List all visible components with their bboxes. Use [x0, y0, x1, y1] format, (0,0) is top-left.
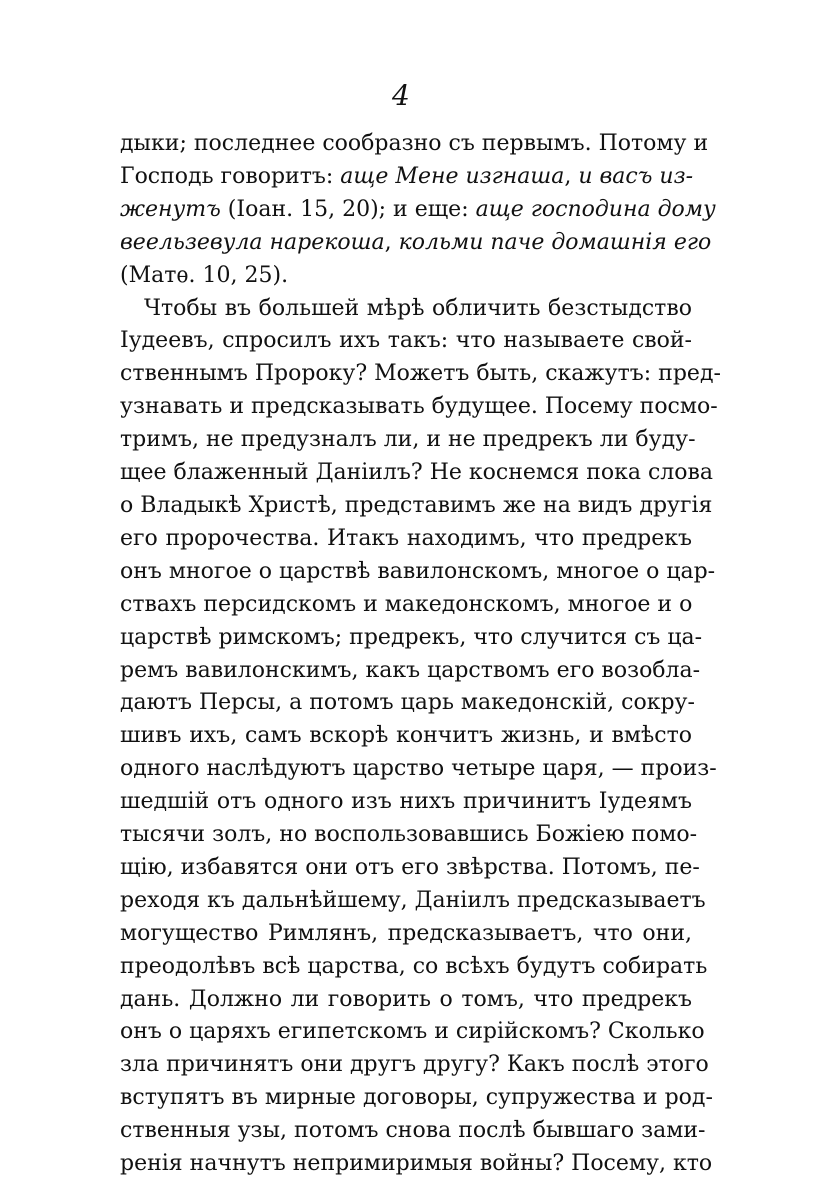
text-line: [120, 1016, 705, 1049]
text-line: [120, 852, 700, 885]
text-line: [120, 161, 692, 194]
text-line: [120, 490, 713, 523]
paragraph: [120, 293, 721, 1181]
text-segment: ствахъ персидскомъ и македонскомъ, многое и о: [120, 591, 693, 617]
text-line: [120, 1115, 706, 1148]
text-line: [120, 753, 717, 786]
text-line: [120, 655, 701, 688]
text-line: [120, 1082, 713, 1115]
text-segment: онъ о царяхъ египетскомъ и сирійскомъ? Сколько: [120, 1019, 705, 1045]
text-segment: дань. Должно ли говорить о томъ, что предрекъ: [120, 986, 692, 1012]
text-segment: дыки; последнее сообразно съ первымъ. Потому и: [120, 131, 709, 156]
text-segment: тримъ, не предузналъ ли, и не предрекъ ли буду-: [120, 427, 696, 453]
text-line: [120, 819, 698, 852]
text-line: [120, 194, 716, 227]
text-segment: ственнымъ Пророку? Можетъ быть, скажутъ: пред-: [120, 361, 721, 387]
text-segment: реходя къ дальнѣйшему, Даніилъ предсказываетъ: [120, 887, 706, 913]
text-line: [120, 523, 692, 556]
text-line: [120, 260, 692, 293]
text-segment: могущество Римлянъ, предсказываетъ, что они,: [120, 920, 692, 946]
page-number: 4: [392, 79, 410, 112]
text-segment: ремъ вавилонскимъ, какъ царствомъ его возобла-: [120, 657, 701, 683]
text-segment: (Матѳ. 10, 25).: [120, 262, 289, 288]
text-line: [120, 325, 692, 358]
text-segment: даютъ Персы, а потомъ царь македонскій, сокру-: [120, 690, 695, 716]
text-segment: вступятъ въ мирные договоры, супружества и род-: [120, 1085, 713, 1111]
text-segment: ,: [384, 229, 399, 255]
text-segment: ,: [564, 163, 579, 189]
italic-quote: кольми паче домашнія его: [398, 229, 712, 255]
text-line: [120, 457, 714, 490]
text-segment: ренія начнутъ непримиримыя войны? Посему, кто: [120, 1151, 713, 1177]
text-line: [120, 786, 692, 819]
text-segment: царствѣ римскомъ; предрекъ, что случится съ ца-: [120, 624, 703, 650]
text-line: [120, 391, 718, 424]
text-segment: преодолѣвъ всѣ царства, со всѣхъ будутъ собирать: [120, 953, 708, 979]
text-segment: Чтобы въ большей мѣрѣ обличить безстыдство: [144, 295, 692, 321]
text-line: [120, 951, 708, 984]
italic-quote: женутъ: [120, 196, 221, 222]
text-segment: узнавать и предсказывать будущее. Посему посмо-: [120, 394, 718, 420]
text-line: [120, 227, 712, 260]
text-line: [120, 589, 692, 622]
text-line: [120, 556, 716, 589]
text-line: [120, 622, 703, 655]
text-line: [120, 1049, 709, 1082]
text-line: [120, 720, 692, 753]
text-line: [120, 885, 706, 918]
italic-quote: веельзевула нарекоша: [120, 229, 385, 255]
text-segment: тысячи золъ, но воспользовавшись Божіею помо-: [120, 822, 698, 848]
text-segment: Іудеевъ, спросилъ ихъ такъ: что называете свой-: [120, 328, 692, 354]
text-segment: щее блаженный Даніилъ? Не коснемся пока слова: [120, 460, 714, 486]
text-segment: щію, избавятся они отъ его звѣрства. Потомъ, пе-: [120, 854, 700, 880]
text-line: [120, 984, 692, 1017]
text-segment: шивъ ихъ, самъ вскорѣ кончитъ жизнь, и вмѣсто: [120, 723, 692, 749]
paragraph: [120, 128, 716, 293]
text-segment: о Владыкѣ Христѣ, представимъ же на видъ другія: [120, 492, 713, 518]
text-segment: Господь говоритъ:: [120, 163, 341, 189]
text-line: [120, 424, 696, 457]
italic-quote: и васъ из-: [578, 163, 694, 189]
text-segment: шедшій отъ одного изъ нихъ причинитъ Іудеямъ: [120, 789, 692, 815]
text-segment: онъ многое о царствѣ вавилонскомъ, многое о цар-: [120, 558, 716, 584]
italic-quote: аще Мене изгнаша: [340, 163, 565, 189]
text-line: [120, 918, 692, 951]
text-segment: одного наслѣдуютъ царство четыре царя, — произ-: [120, 756, 717, 782]
text-segment: зла причинятъ они другъ другу? Какъ послѣ этого: [120, 1052, 709, 1078]
text-line: [120, 687, 695, 720]
body-text: [120, 128, 721, 1181]
text-segment: его пророчества. Итакъ находимъ, что предрекъ: [120, 525, 692, 551]
text-line: [120, 128, 709, 161]
text-line: [120, 358, 721, 391]
text-line: [120, 293, 692, 326]
italic-quote: аще господина дому: [475, 196, 716, 222]
text-segment: ственныя узы, потомъ снова послѣ бывшаго зами-: [120, 1118, 706, 1144]
text-segment: (Іоан. 15, 20); и еще:: [220, 196, 476, 222]
text-line: [120, 1148, 713, 1181]
